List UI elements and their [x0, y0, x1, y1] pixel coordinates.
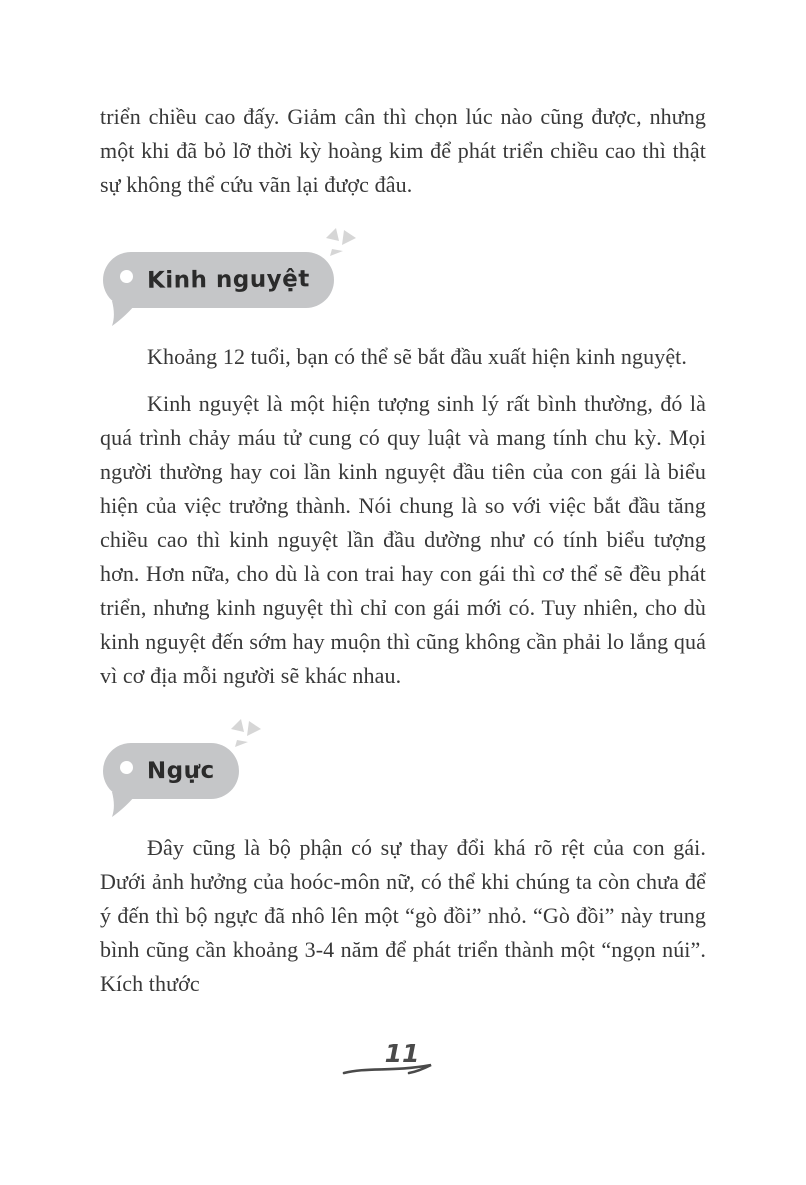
- section-heading-row-chest: [103, 743, 706, 801]
- section-heading-bubble-menstruation: [103, 252, 334, 308]
- sparkle-icon: [227, 719, 269, 755]
- paragraph: Đây cũng là bộ phận có sự thay đổi khá rõ rệt của con gái. Dưới ảnh hưởng của hoóc-môn nữ, có thể khi chúng ta còn chưa để ý đến thì bộ ngực đã nhô lên một “gò đồi” nhỏ. “Gò đồi” này trung bình cũng cần khoảng 3-4 năm để phát triển thành một “ngọn núi”. Kích thước: [100, 835, 706, 996]
- section-heading-bubble-chest: [103, 743, 239, 799]
- paragraph: Khoảng 12 tuổi, bạn có thể sẽ bắt đầu xuất hiện kinh nguyệt.: [147, 344, 687, 369]
- section-heading-row-menstruation: [103, 252, 706, 310]
- section-heading-label: Ngực: [146, 757, 215, 785]
- bubble-dot-icon: [120, 761, 133, 774]
- page-footer: [100, 1039, 706, 1076]
- bubble-tail-icon: [111, 301, 141, 327]
- section-heading-label: Kinh nguyệt: [146, 266, 310, 294]
- paragraph-continued: triển chiều cao đấy. Giảm cân thì chọn lúc nào cũng được, nhưng một khi đã bỏ lỡ thời kỳ hoàng kim để phát triển chiều cao thì thật sự không thể cứu vãn lại được đâu.: [100, 104, 706, 197]
- bubble-tail-icon: [111, 792, 141, 818]
- bubble-dot-icon: [120, 270, 133, 283]
- page-number-wrap: [341, 1039, 437, 1076]
- paragraph: Kinh nguyệt là một hiện tượng sinh lý rất bình thường, đó là quá trình chảy máu tử cung có quy luật và mang tính chu kỳ. Mọi người thường hay coi lần kinh nguyệt đầu tiên của con gái là biểu hiện của việc trưởng thành. Nói chung là so với việc bắt đầu tăng chiều cao thì kinh nguyệt lần đầu dường như có tính biểu tượng hơn. Hơn nữa, cho dù là con trai hay con gái thì cơ thể sẽ đều phát triển, nhưng kinh nguyệt thì chỉ con gái mới có. Tuy nhiên, cho dù kinh nguyệt đến sớm hay muộn thì cũng không cần phải lo lắng quá vì cơ địa mỗi người sẽ khác nhau.: [100, 391, 706, 688]
- page-number: 11: [384, 1039, 420, 1068]
- sparkle-icon: [322, 228, 364, 264]
